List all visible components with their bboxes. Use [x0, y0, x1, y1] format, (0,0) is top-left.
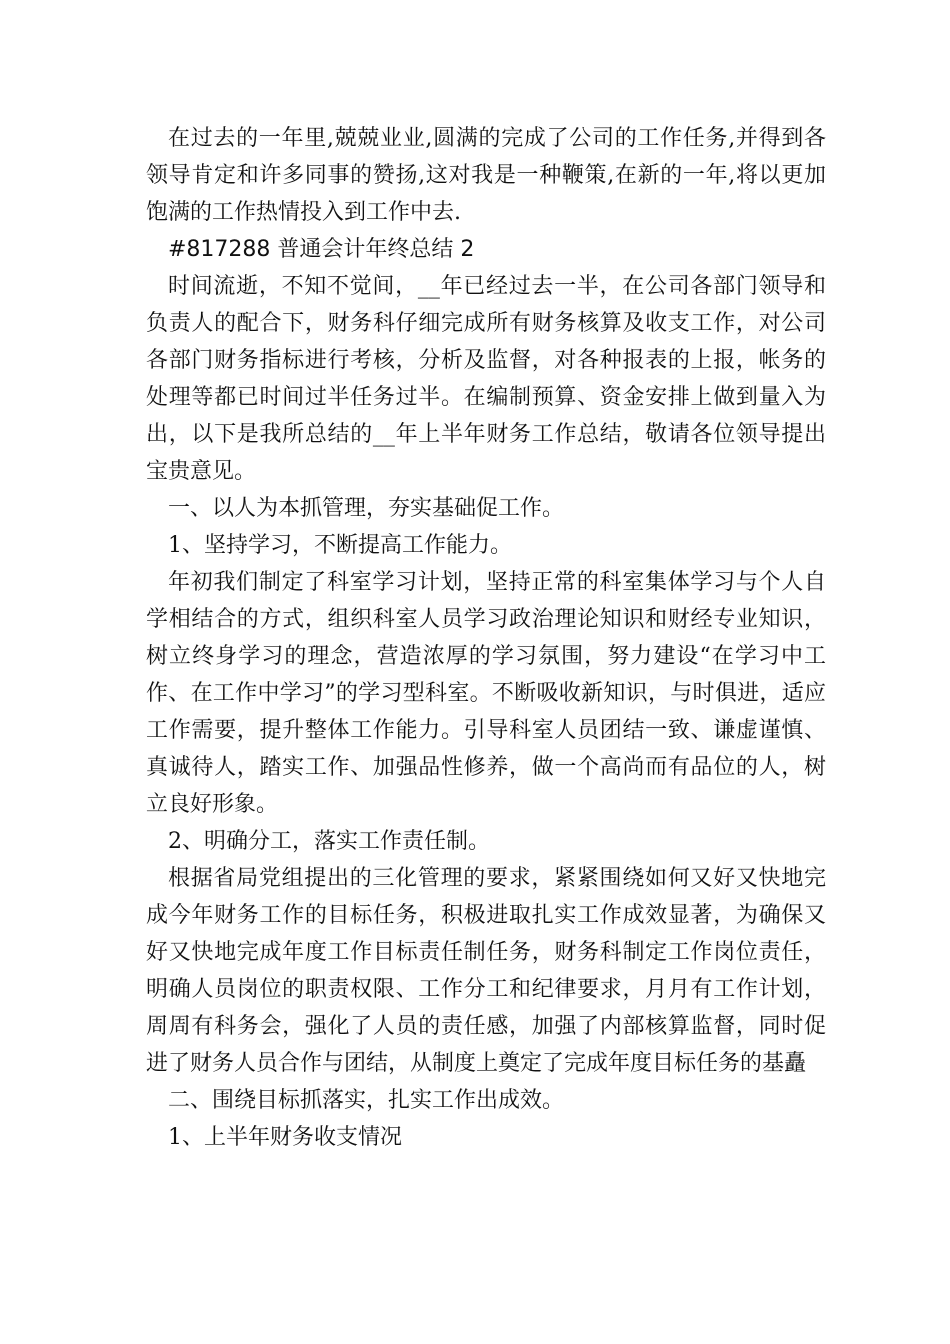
intro-paragraph: 在过去的一年里,兢兢业业,圆满的完成了公司的工作任务,并得到各领导肯定和许多同事的赞扬,这对我是一种鞭策,在新的一年,将以更加饱满的工作热情投入到工作中去.: [146, 126, 826, 225]
section-title: #817288 普通会计年终总结 2: [168, 237, 475, 262]
subheading-responsibility: 2、明确分工，落实工作责任制。: [168, 829, 490, 854]
heading-two: 二、围绕目标抓落实，扎实工作出成效。: [168, 1088, 565, 1113]
document-page: [146, 120, 826, 1156]
subheading-study: 1、坚持学习，不断提高工作能力。: [168, 533, 512, 558]
study-paragraph: 年初我们制定了科室学习计划，坚持正常的科室集体学习与个人自学相结合的方式，组织科室人员学习政治理论知识和财经专业知识，树立终身学习的理念，营造浓厚的学习氛围，努力建设“在学习中工作、在工作中学习”的学习型科室。不断吸收新知识，与时俱进，适应工作需要，提升整体工作能力。引导科室人员团结一致、谦虚谨慎、真诚待人，踏实工作、加强品性修养，做一个高尚而有品位的人，树立良好形象。: [146, 570, 826, 817]
subheading-finance: 1、上半年财务收支情况: [168, 1125, 402, 1150]
summary-paragraph: 时间流逝，不知不觉间，__年已经过去一半，在公司各部门领导和负责人的配合下，财务科仔细完成所有财务核算及收支工作，对公司各部门财务指标进行考核，分析及监督，对各种报表的上报，帐务的处理等都已时间过半任务过半。在编制预算、资金安排上做到量入为出，以下是我所总结的__年上半年财务工作总结，敬请各位领导提出宝贵意见。: [146, 274, 826, 484]
heading-one: 一、以人为本抓管理，夯实基础促工作。: [168, 496, 565, 521]
responsibility-paragraph: 根据省局党组提出的三化管理的要求，紧紧围绕如何又好又快地完成今年财务工作的目标任务，积极进取扎实工作成效显著，为确保又好又快地完成年度工作目标责任制任务，财务科制定工作岗位责任，明确人员岗位的职责权限、工作分工和纪律要求，月月有工作计划，周周有科务会，强化了人员的责任感，加强了内部核算监督，同时促进了财务人员合作与团结，从制度上奠定了完成年度目标任务的基矗: [146, 866, 826, 1076]
